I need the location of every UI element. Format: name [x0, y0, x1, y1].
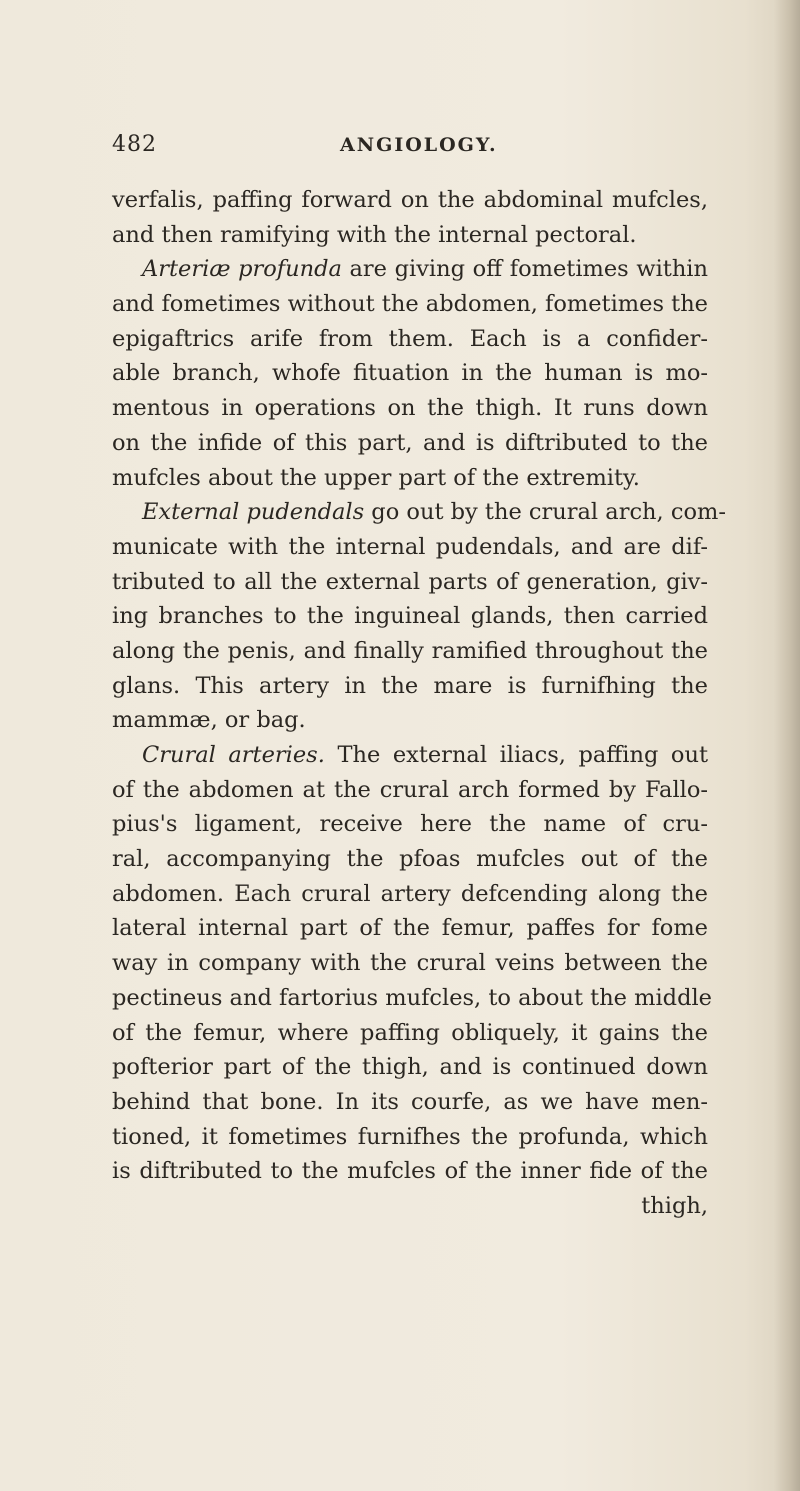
- running-head: ANGIOLOGY.: [340, 134, 498, 156]
- italic-heading: Crural arteries.: [142, 742, 325, 768]
- text-line: [112, 1120, 708, 1155]
- italic-heading: Arteriæ profunda: [142, 256, 342, 283]
- text-run: mammæ, or bag.: [112, 707, 306, 734]
- text-line: [112, 426, 708, 461]
- text-line: [112, 391, 708, 426]
- text-run: of the abdomen at the crural arch formed by Fallo-: [112, 776, 708, 803]
- text-run: way in company with the crural veins between the: [112, 950, 708, 977]
- text-run: on the infide of this part, and is diftributed to the: [112, 429, 708, 456]
- text-run: tributed to all the external parts of generation, giv-: [112, 568, 708, 595]
- text-line: [112, 877, 708, 912]
- text-run: lateral internal part of the femur, paffes for fome: [112, 915, 708, 942]
- page-header: [112, 132, 712, 166]
- text-run: mentous in operations on the thigh. It runs down: [112, 395, 708, 422]
- text-line: [112, 1050, 708, 1085]
- page-edge-shadow: [774, 0, 800, 1491]
- text-run: ral, accompanying the pfoas mufcles out of the: [112, 846, 708, 873]
- catchword: thigh,: [641, 1192, 708, 1219]
- text-line: [112, 911, 708, 946]
- text-line: [112, 287, 708, 322]
- text-run: is diftributed to the mufcles of the inner fide of the: [112, 1158, 708, 1185]
- text-line: [112, 183, 708, 218]
- text-run: go out by the crural arch, com-: [364, 499, 726, 526]
- text-run: abdomen. Each crural artery defcending along the: [112, 880, 708, 907]
- text-run: The external iliacs, paffing out: [324, 742, 708, 768]
- text-line: [112, 1085, 708, 1120]
- text-line: [112, 356, 708, 391]
- text-line: [112, 322, 708, 357]
- text-line: [112, 565, 708, 600]
- text-run: and fometimes without the abdomen, fometimes the: [112, 291, 708, 318]
- text-run: pectineus and fartorius mufcles, to about the middle: [112, 984, 712, 1011]
- text-line: [112, 634, 708, 669]
- text-line: [112, 842, 708, 877]
- text-run: are giving off fometimes within: [341, 256, 708, 283]
- text-line: [112, 461, 708, 496]
- text-run: able branch, whofe fituation in the human is mo-: [112, 360, 708, 387]
- text-run: pius's ligament, receive here the name of cru-: [112, 811, 708, 838]
- text-run: and then ramifying with the internal pectoral.: [112, 221, 637, 248]
- text-run: ing branches to the inguineal glands, then carried: [112, 603, 708, 630]
- text-run: epigaftrics arife from them. Each is a confider-: [112, 325, 708, 352]
- text-line: [112, 738, 708, 773]
- text-line: [112, 807, 708, 842]
- text-line: [112, 773, 708, 808]
- text-line: [112, 218, 708, 253]
- text-run: tioned, it fometimes furnifhes the profunda, which: [112, 1123, 708, 1150]
- text-line: [112, 669, 708, 704]
- text-run: municate with the internal pudendals, and are dif-: [112, 533, 708, 560]
- text-line: [112, 530, 708, 565]
- text-line: [112, 1154, 708, 1189]
- text-run: glans. This artery in the mare is furnifhing the: [112, 672, 708, 699]
- text-line: [112, 252, 708, 287]
- text-line: [112, 981, 712, 1016]
- text-line: [112, 1016, 708, 1051]
- text-run: pofterior part of the thigh, and is continued down: [112, 1054, 708, 1081]
- text-run: along the penis, and finally ramified throughout the: [112, 637, 708, 664]
- text-line: [112, 946, 708, 981]
- body-text: [112, 183, 726, 1224]
- page-number: 482: [112, 132, 157, 157]
- text-line: [112, 495, 726, 530]
- text-run: behind that bone. In its courfe, as we have men-: [112, 1088, 708, 1115]
- text-line: [112, 703, 708, 738]
- text-run: mufcles about the upper part of the extremity.: [112, 464, 640, 491]
- text-run: of the femur, where paffing obliquely, it gains the: [112, 1019, 708, 1046]
- text-line: [112, 599, 708, 634]
- text-run: verfalis, paffing forward on the abdominal mufcles,: [112, 187, 708, 213]
- italic-heading: External pudendals: [142, 499, 365, 526]
